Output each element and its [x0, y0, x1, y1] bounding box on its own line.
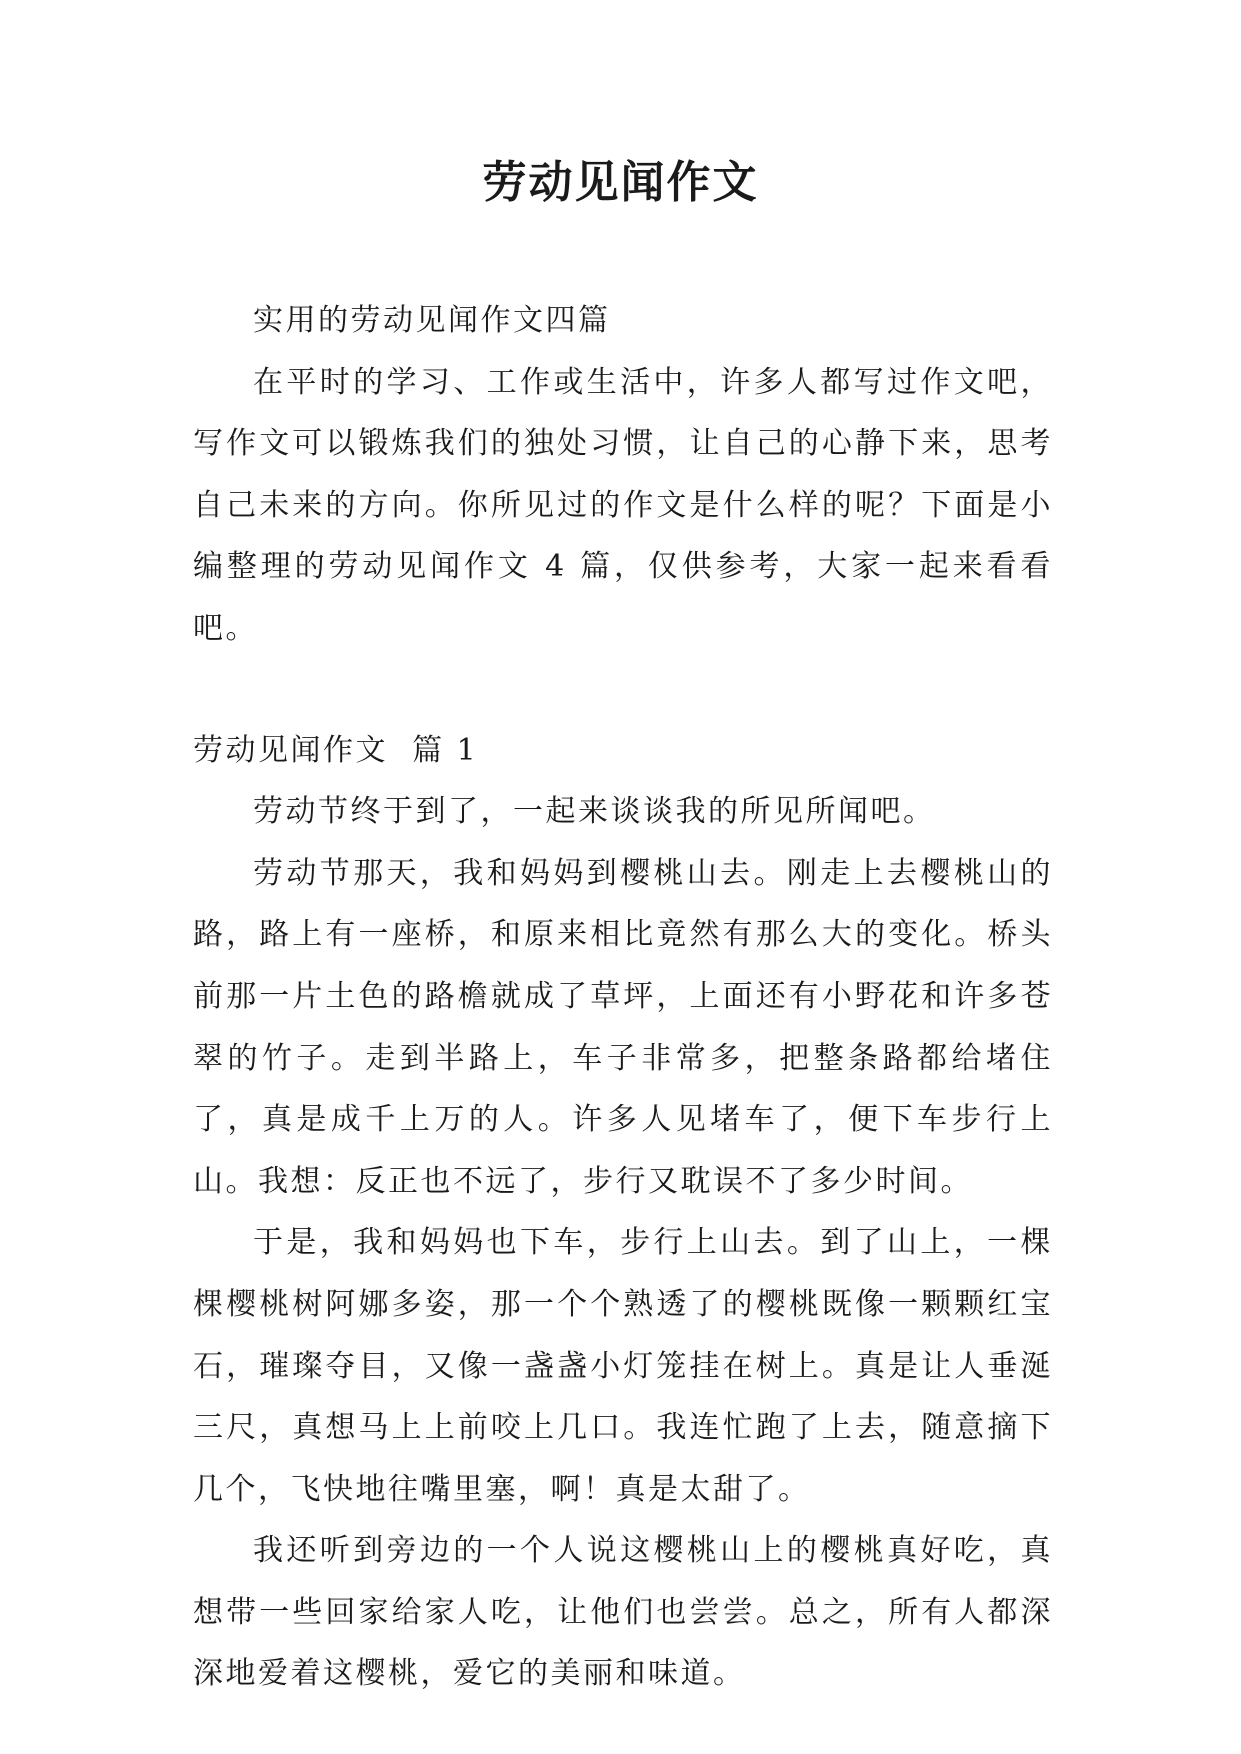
body-paragraph-3: 于是，我和妈妈也下车，步行上山去。到了山上，一棵棵樱桃树阿娜多姿，那一个个熟透了的樱桃既像一颗颗红宝石，璀璨夺目，又像一盏盏小灯笼挂在树上。真是让人垂涎三尺，真想马上上前咬上几口。我连忙跑了上去，随意摘下几个，飞快地往嘴里塞，啊！真是太甜了。 [193, 1225, 1053, 1507]
document-title: 劳动见闻作文 [482, 157, 759, 208]
subtitle: 实用的劳动见闻作文四篇 [253, 303, 611, 338]
body-paragraph-4: 我还听到旁边的一个人说这樱桃山上的樱桃真好吃，真想带一些回家给家人吃，让他们也尝尝。总之，所有人都深深地爱着这樱桃，爱它的美丽和味道。 [193, 1533, 1053, 1692]
document-body [193, 290, 1053, 1705]
body-paragraph-1: 劳动节终于到了，一起来谈谈我的所见所闻吧。 [253, 794, 936, 830]
intro-paragraph: 在平时的学习、工作或生活中，许多人都写过作文吧，写作文可以锻炼我们的独处习惯，让自己的心静下来，思考自己未来的方向。你所见过的作文是什么样的呢？下面是小编整理的劳动见闻作文 4 篇，仅供参考，大家一起来看看吧。 [193, 364, 1053, 646]
body-paragraph-2: 劳动节那天，我和妈妈到樱桃山去。刚走上去樱桃山的路，路上有一座桥，和原来相比竟然有那么大的变化。桥头前那一片土色的路檐就成了草坪，上面还有小野花和许多苍翠的竹子。走到半路上，车子非常多，把整条路都给堵住了，真是成千上万的人。许多人见堵车了，便下车步行上山。我想：反正也不远了，步行又耽误不了多少时间。 [193, 855, 1053, 1199]
section-heading: 劳动见闻作文 篇 1 [193, 732, 479, 768]
